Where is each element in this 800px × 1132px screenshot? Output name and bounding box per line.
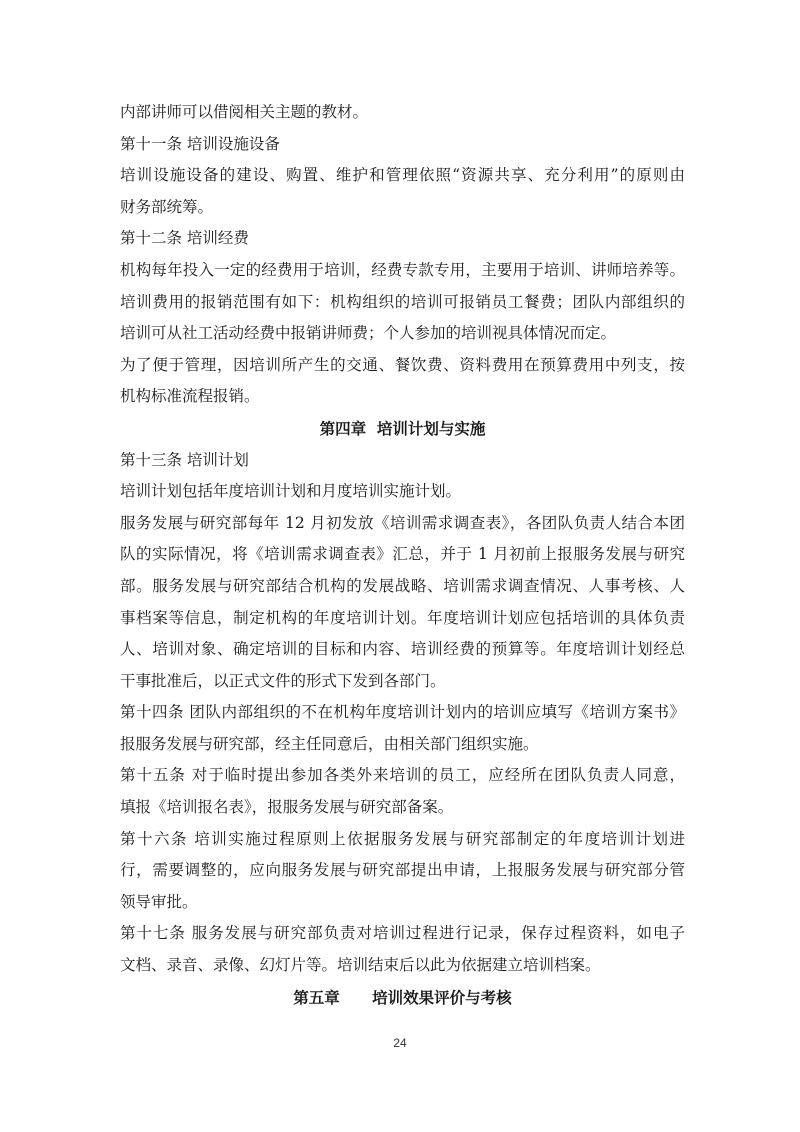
text-line: 为了便于管理，因培训所产生的交通、餐饮费、资料费用在预算费用中列支，按: [120, 355, 685, 374]
text-line: 第十三条 培训计划: [120, 450, 249, 469]
text-line: 机构标准流程报销。: [120, 387, 260, 406]
text-line: 培训费用的报销范围有如下：机构组织的培训可报销员工餐费；团队内部组织的: [120, 292, 685, 311]
text-line: 队的实际情况，将《培训需求调查表》汇总，并于 1 月初前上报服务发展与研究: [120, 545, 685, 564]
text-line: 培训计划包括年度培训计划和月度培训实施计划。: [120, 482, 462, 501]
text-line: 干事批准后，以正式文件的形式下发到各部门。: [120, 671, 446, 690]
text-line: 机构每年投入一定的经费用于培训，经费专款专用，主要用于培训、讲师培养等。: [120, 260, 685, 279]
text-line: 行，需要调整的，应向服务发展与研究部提出申请，上报服务发展与研究部分管: [120, 861, 685, 880]
text-line: 填报《培训报名表》，报服务发展与研究部备案。: [120, 798, 454, 817]
text-line: 第十七条 服务发展与研究部负责对培训过程进行记录，保存过程资料，如电子: [120, 924, 685, 943]
text-line: 人、培训对象、确定培训的目标和内容、培训经费的预算等。年度培训计划经总: [120, 640, 685, 659]
text-line: 第十一条 培训设施设备: [120, 134, 280, 153]
page-number: 24: [393, 1036, 407, 1050]
text-line: 报服务发展与研究部，经主任同意后，由相关部门组织实施。: [120, 734, 539, 753]
text-line: 第十五条 对于临时提出参加各类外来培训的员工，应经所在团队负责人同意，: [120, 766, 685, 785]
text-line: 第十二条 培训经费: [120, 229, 249, 248]
text-line: 培训设施设备的建设、购置、维护和管理依照“资源共享、充分利用”的原则由: [120, 166, 685, 185]
text-line: 事档案等信息，制定机构的年度培训计划。年度培训计划应包括培训的具体负责: [120, 608, 685, 627]
text-line: 领导审批。: [120, 892, 198, 911]
text-line: 服务发展与研究部每年 12 月初发放《培训需求调查表》，各团队负责人结合本团: [120, 513, 685, 532]
text-line: 财务部统筹。: [120, 197, 214, 216]
text-line: 第十四条 团队内部组织的不在机构年度培训计划内的培训应填写《培训方案书》: [120, 703, 685, 722]
chapter-heading: 第四章 培训计划与实施: [319, 418, 486, 438]
chapter-heading: 第五章 培训效果评价与考核: [293, 987, 512, 1007]
text-line: 培训可从社工活动经费中报销讲师费；个人参加的培训视具体情况而定。: [120, 324, 617, 343]
text-line: 内部讲师可以借阅相关主题的教材。: [120, 103, 369, 121]
document-body: [120, 97, 685, 1013]
text-line: 第十六条 培训实施过程原则上依据服务发展与研究部制定的年度培训计划进: [120, 829, 685, 848]
text-line: 文档、录音、录像、幻灯片等。培训结束后以此为依据建立培训档案。: [120, 956, 601, 975]
text-line: 部。服务发展与研究部结合机构的发展战略、培训需求调查情况、人事考核、人: [120, 576, 685, 595]
